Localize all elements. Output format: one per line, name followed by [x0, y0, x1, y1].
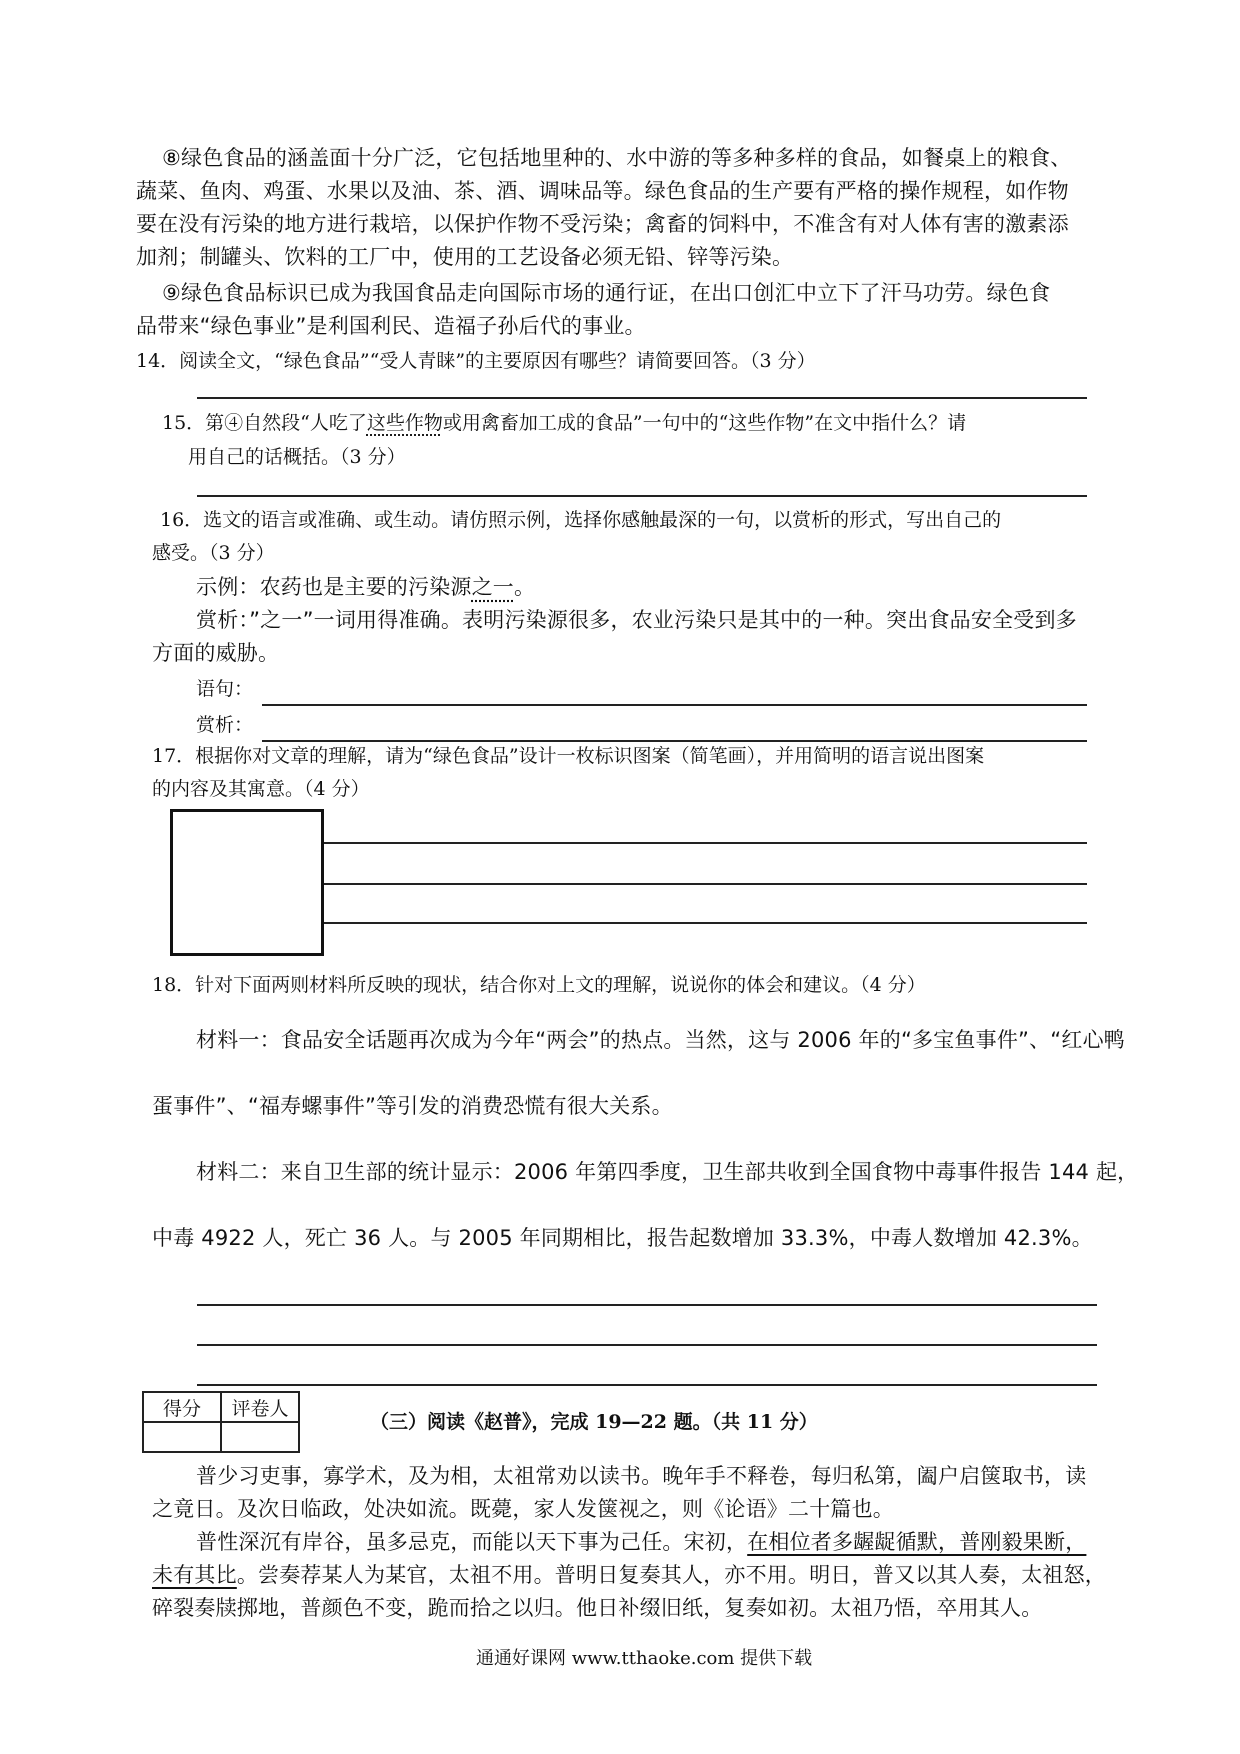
score-table — [142, 1391, 300, 1453]
grader-cell[interactable] — [221, 1422, 299, 1452]
q16-example — [196, 577, 535, 598]
passage-para8-line1: ⑧绿色食品的涵盖面十分广泛，它包括地里种的、水中游的等多种多样的食品，如餐桌上的粮食、 — [162, 146, 1072, 170]
q18-material2-line2: 中毒 4922 人，死亡 36 人。与 2005 年同期相比，报告起数增加 33.3%，中毒人数增加 42.3%。 — [152, 1226, 1093, 1250]
q16-appreciation-label: 赏析： — [196, 714, 254, 736]
score-label: 得分 — [143, 1392, 221, 1422]
question-15-line2: 用自己的话概括。（3 分） — [188, 446, 406, 468]
section3-title: （三）阅读《赵普》，完成 19—22 题。（共 11 分） — [370, 1411, 818, 1433]
passage-para8-line2: 蔬菜、鱼肉、鸡蛋、水果以及油、茶、酒、调味品等。绿色食品的生产要有严格的操作规程，如作物 — [136, 179, 1069, 203]
q16-example-marked: 之一 — [471, 575, 515, 599]
q17-answer-line-1[interactable] — [324, 842, 1087, 844]
q18-material1-line2: 蛋事件”、“福寿螺事件”等引发的消费恐慌有很大关系。 — [152, 1094, 673, 1118]
q18-material1-line1: 材料一：食品安全话题再次成为今年“两会”的热点。当然，这与 2006 年的“多宝鱼事件”、“红心鸭 — [196, 1028, 1125, 1052]
q15-marked-phrase: 这些作物 — [366, 412, 443, 434]
classical-line2: 之竟日。及次日临政，处决如流。既薨，家人发箧视之，则《论语》二十篇也。 — [152, 1497, 894, 1521]
passage-para9-line1: ⑨绿色食品标识已成为我国食品走向国际市场的通行证，在出口创汇中立下了汗马功劳。绿色食 — [162, 281, 1051, 305]
q17-answer-line-2[interactable] — [324, 883, 1087, 885]
question-14: 14．阅读全文，“绿色食品”“受人青睐”的主要原因有哪些？请简要回答。（3 分） — [136, 350, 816, 372]
q18-answer-line-2[interactable] — [197, 1344, 1097, 1346]
q18-material2-line1: 材料二：来自卫生部的统计显示：2006 年第四季度，卫生部共收到全国食物中毒事件报告 144 起， — [196, 1160, 1139, 1184]
q18-answer-line-3[interactable] — [197, 1384, 1097, 1386]
q16-example-pre: 示例：农药也是主要的污染源 — [196, 575, 472, 599]
q16-example-post: 。 — [514, 575, 536, 599]
q16-analysis-line2: 方面的威胁。 — [152, 641, 280, 665]
q16-analysis-line1: 赏析：”之一”一词用得准确。表明污染源很多，农业污染只是其中的一种。突出食品安全受到多 — [196, 608, 1077, 632]
passage-para8-line4: 加剂；制罐头、饮料的工厂中，使用的工艺设备必须无铅、锌等污染。 — [136, 245, 794, 269]
question-16-line1: 16．选文的语言或准确、或生动。请仿照示例，选择你感触最深的一句，以赏析的形式，写出自己的 — [160, 509, 1002, 531]
q14-answer-line[interactable] — [197, 397, 1087, 399]
classical-line3-pre: 普性深沉有岸谷，虽多忌克，而能以天下事为己任。宋初， — [196, 1530, 748, 1554]
page-footer: 通通好课网 www.tthaoke.com 提供下载 — [476, 1648, 813, 1669]
classical-line4-post: 。尝奏荐某人为某官，太祖不用。普明日复奏其人，亦不用。明日，普又以其人奏，太祖怒， — [236, 1563, 1107, 1587]
classical-line3 — [196, 1532, 1086, 1553]
q17-answer-line-3[interactable] — [324, 922, 1087, 924]
grader-label: 评卷人 — [221, 1392, 299, 1422]
logo-drawing-box[interactable] — [170, 809, 324, 956]
q16-appreciation-answer-line[interactable] — [262, 740, 1087, 742]
score-cell[interactable] — [143, 1422, 221, 1452]
classical-underlined-2: 未有其比 — [152, 1563, 237, 1587]
passage-para9-line2: 品带来“绿色事业”是利国利民、造福子孙后代的事业。 — [136, 314, 646, 338]
q15-text-pre: 15．第④自然段“人吃了 — [162, 412, 367, 434]
q16-sentence-answer-line[interactable] — [262, 704, 1087, 706]
classical-underlined-1: 在相位者多龌龊循默，普刚毅果断， — [747, 1530, 1087, 1554]
question-17-line1: 17．根据你对文章的理解，请为“绿色食品”设计一枚标识图案（简笔画），并用简明的语言说出图案 — [152, 745, 985, 767]
question-17-line2: 的内容及其寓意。（4 分） — [152, 778, 370, 800]
q15-answer-line[interactable] — [197, 495, 1087, 497]
q18-answer-line-1[interactable] — [197, 1304, 1097, 1306]
classical-line1: 普少习吏事，寡学术，及为相，太祖常劝以读书。晚年手不释卷，每归私第，阖户启箧取书，读 — [196, 1464, 1087, 1488]
question-15-line1 — [162, 414, 966, 433]
q16-sentence-label: 语句： — [196, 678, 254, 700]
question-18: 18．针对下面两则材料所反映的现状，结合你对上文的理解，说说你的体会和建议。（4 分） — [152, 974, 926, 996]
passage-para8-line3: 要在没有污染的地方进行栽培，以保护作物不受污染；禽畜的饲料中，不准含有对人体有害的激素添 — [136, 212, 1069, 236]
classical-line5: 碎裂奏牍掷地，普颜色不变，跪而拾之以归。他日补缀旧纸，复奏如初。太祖乃悟，卒用其人。 — [152, 1596, 1043, 1620]
classical-line4 — [152, 1565, 1106, 1586]
q15-text-post: 或用禽畜加工成的食品”一句中的“这些作物”在文中指什么？请 — [442, 412, 967, 434]
question-16-line2: 感受。（3 分） — [152, 542, 275, 564]
